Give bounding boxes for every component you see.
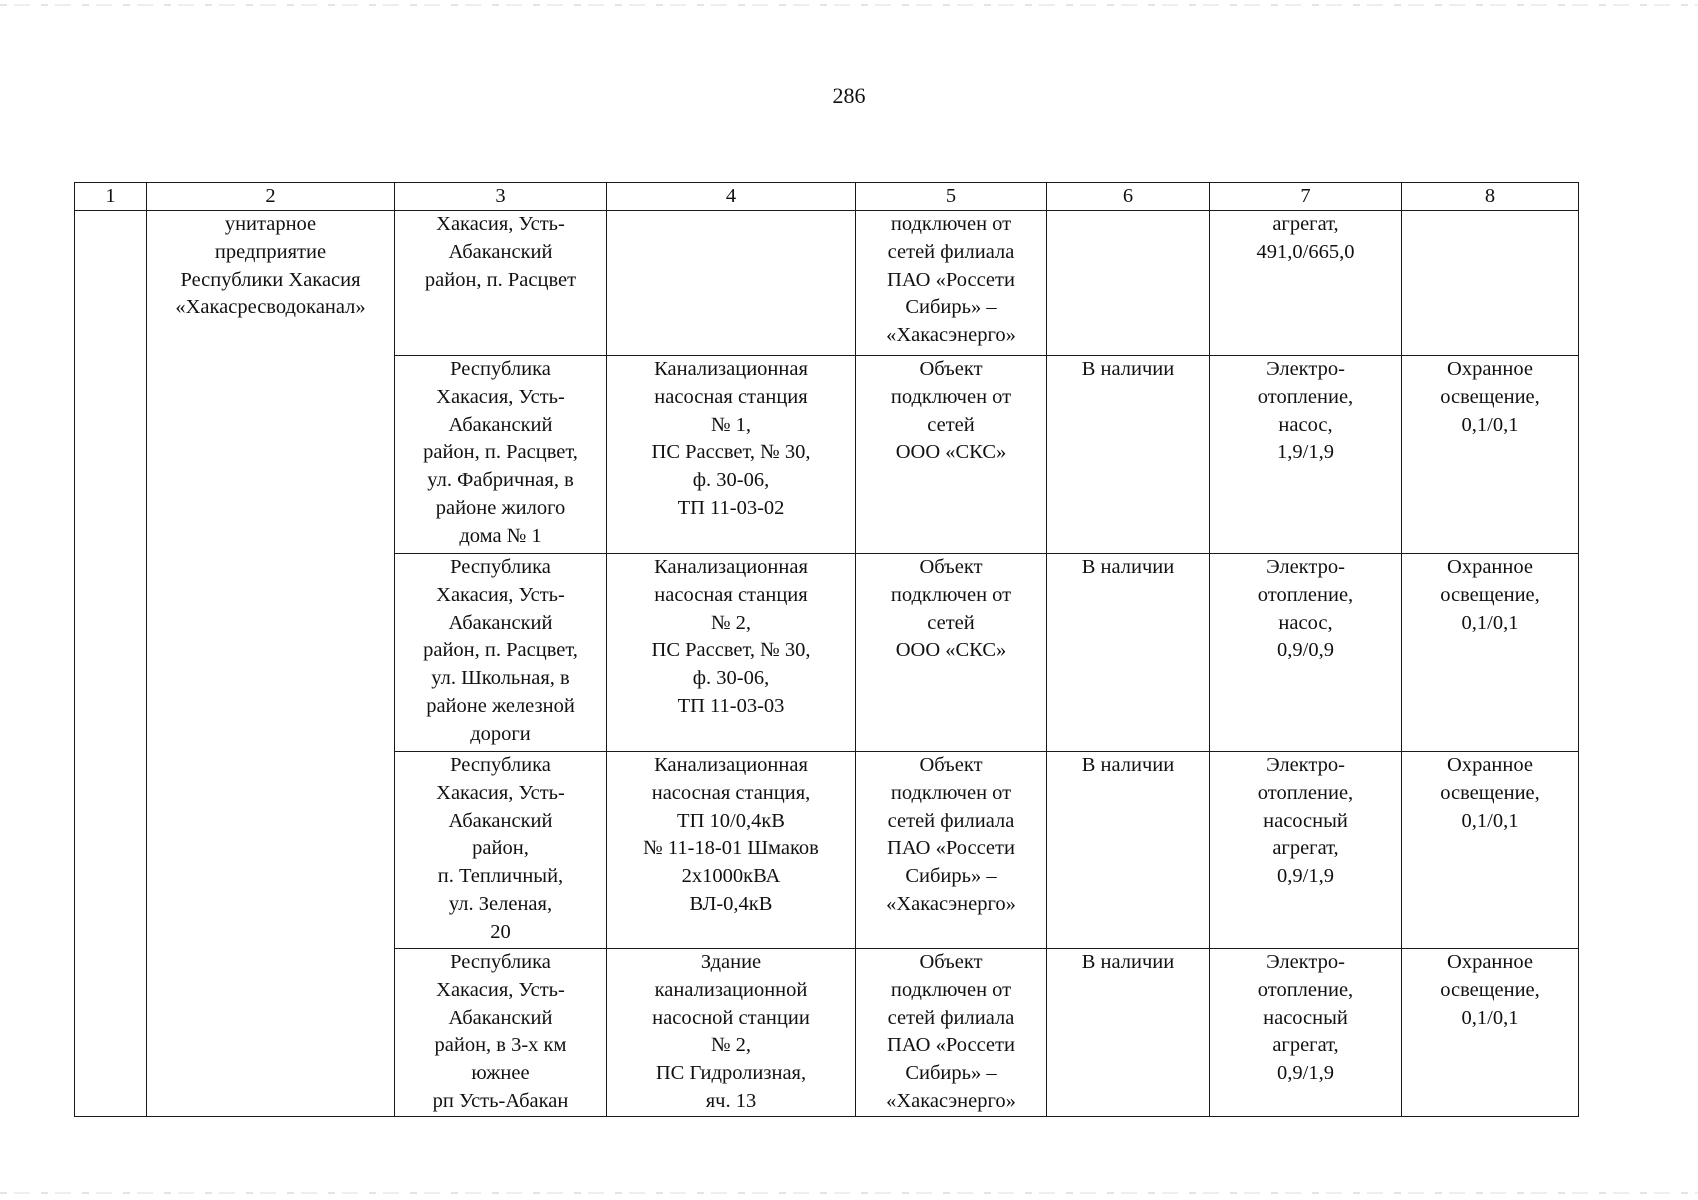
power-cell: Электро- отопление, насосный агрегат, 0,9/1,9 [1210,752,1402,949]
object-cell: Канализационная насосная станция № 1, ПС Рассвет, № 30, ф. 30-06, ТП 11-03-02 [607,356,856,554]
column-number-cell: 7 [1210,183,1402,211]
availability-cell: В наличии [1047,554,1210,752]
column-number-cell: 1 [75,183,147,211]
object-cell [607,211,856,356]
column-number-cell: 6 [1047,183,1210,211]
address-cell: Республика Хакасия, Усть- Абаканский район, п. Расцвет, ул. Фабричная, в районе жилого дома № 1 [395,356,607,554]
connection-cell: Объект подключен от сетей филиала ПАО «Россети Сибирь» – «Хакасэнерго» [856,949,1047,1117]
availability-cell [1047,211,1210,356]
power-cell: Электро- отопление, насосный агрегат, 0,9/1,9 [1210,949,1402,1117]
column-number-cell: 8 [1402,183,1579,211]
address-cell: Хакасия, Усть- Абаканский район, п. Расцвет [395,211,607,356]
column-number-row [75,183,1579,211]
availability-cell: В наличии [1047,949,1210,1117]
connection-cell: Объект подключен от сетей филиала ПАО «Россети Сибирь» – «Хакасэнерго» [856,752,1047,949]
address-cell: Республика Хакасия, Усть- Абаканский район, п. Тепличный, ул. Зеленая, 20 [395,752,607,949]
address-cell: Республика Хакасия, Усть- Абаканский район, в 3-х км южнее рп Усть-Абакан [395,949,607,1117]
object-cell: Канализационная насосная станция № 2, ПС Рассвет, № 30, ф. 30-06, ТП 11-03-03 [607,554,856,752]
organization-cell: унитарное предприятие Республики Хакасия «Хакасресводоканал» [147,211,395,1117]
column-number-cell: 3 [395,183,607,211]
power-cell: Электро- отопление, насос, 1,9/1,9 [1210,356,1402,554]
power-cell: агрегат, 491,0/665,0 [1210,211,1402,356]
availability-cell: В наличии [1047,356,1210,554]
column-number-cell: 2 [147,183,395,211]
address-cell: Республика Хакасия, Усть- Абаканский район, п. Расцвет, ул. Школьная, в районе железной дороги [395,554,607,752]
scan-artifact-bottom [0,1192,1698,1194]
row-number-cell [75,211,147,1117]
lighting-cell [1402,211,1579,356]
lighting-cell: Охранное освещение, 0,1/0,1 [1402,554,1579,752]
object-cell: Здание канализационной насосной станции № 2, ПС Гидролизная, яч. 13 [607,949,856,1117]
scan-artifact-top [0,4,1698,6]
object-cell: Канализационная насосная станция, ТП 10/0,4кВ № 11-18-01 Шмаков 2х1000кВА ВЛ-0,4кВ [607,752,856,949]
connection-cell: подключен от сетей филиала ПАО «Россети Сибирь» – «Хакасэнерго» [856,211,1047,356]
data-table [74,182,1579,1117]
connection-cell: Объект подключен от сетей ООО «СКС» [856,554,1047,752]
availability-cell: В наличии [1047,752,1210,949]
power-cell: Электро- отопление, насос, 0,9/0,9 [1210,554,1402,752]
page-number: 286 [832,83,866,108]
lighting-cell: Охранное освещение, 0,1/0,1 [1402,949,1579,1117]
lighting-cell: Охранное освещение, 0,1/0,1 [1402,752,1579,949]
connection-cell: Объект подключен от сетей ООО «СКС» [856,356,1047,554]
table-row [75,211,1579,356]
column-number-cell: 5 [856,183,1047,211]
column-number-cell: 4 [607,183,856,211]
lighting-cell: Охранное освещение, 0,1/0,1 [1402,356,1579,554]
